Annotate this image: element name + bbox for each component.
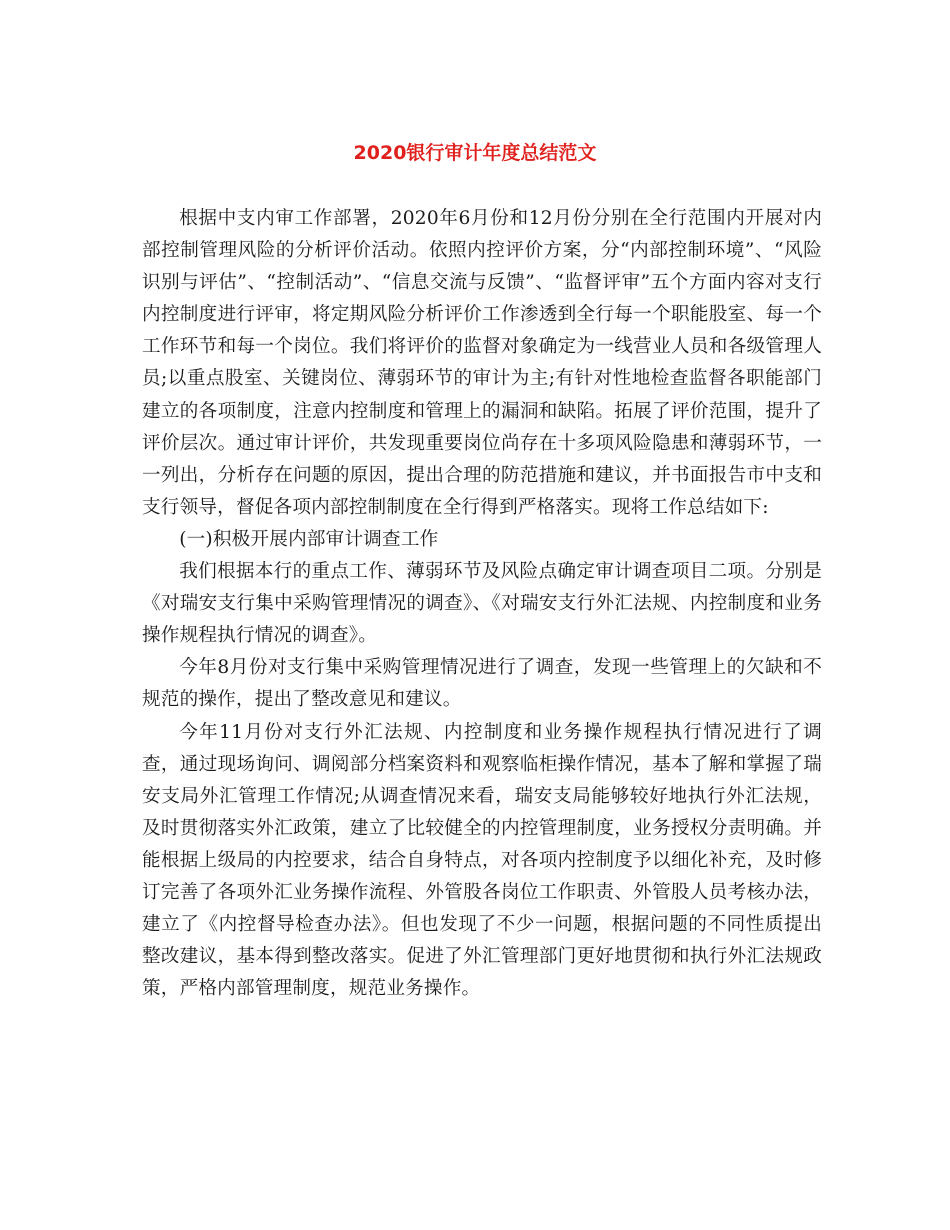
audit-projects-paragraph: 我们根据本行的重点工作、薄弱环节及风险点确定审计调查项目二项。分别是《对瑞安支行集中采购管理情况的调查》、《对瑞安支行外汇法规、内控制度和业务操作规程执行情况的调查》。 (142, 561, 822, 647)
procurement-paragraph: 今年8月份对支行集中采购管理情况进行了调查，发现一些管理上的欠缺和不规范的操作，提出了整改意见和建议。 (142, 657, 822, 711)
intro-paragraph: 根据中支内审工作部署，2020年6月份和12月份分别在全行范围内开展对内部控制管理风险的分析评价活动。依照内控评价方案，分“内部控制环境”、“风险识别与评估”、“控制活动”、“信息交流与反馈”、“监督评审”五个方面内容对支行内控制度进行评审，将定期风险分析评价工作渗透到全行每一个职能股室、每一个工作环节和每一个岗位。我们将评价的监督对象确定为一线营业人员和各级管理人员;以重点股室、关键岗位、薄弱环节的审计为主;有针对性地检查监督各职能部门建立的各项制度，注意内控制度和管理上的漏洞和缺陷。拓展了评价范围，提升了评价层次。通过审计评价，共发现重要岗位尚存在十多项风险隐患和薄弱环节，一一列出，分析存在问题的原因，提出合理的防范措施和建议，并书面报告市中支和支行领导，督促各项内部控制制度在全行得到严格落实。现将工作总结如下: (142, 208, 822, 518)
document-title: 2020银行审计年度总结范文 (353, 142, 597, 164)
document-body (142, 203, 822, 1005)
section-heading: (一)积极开展内部审计调查工作 (179, 528, 439, 550)
forex-paragraph: 今年11月份对支行外汇法规、内控制度和业务操作规程执行情况进行了调查，通过现场询问、调阅部分档案资料和观察临柜操作情况，基本了解和掌握了瑞安支局外汇管理工作情况;从调查情况来看，瑞安支局能够较好地执行外汇法规，及时贯彻落实外汇政策，建立了比较健全的内控管理制度，业务授权分责明确。并能根据上级局的内控要求，结合自身特点，对各项内控制度予以细化补充，及时修订完善了各项外汇业务操作流程、外管股各岗位工作职责、外管股人员考核办法，建立了《内控督导检查办法》。但也发现了不少一问题，根据问题的不同性质提出整改建议，基本得到整改落实。促进了外汇管理部门更好地贯彻和执行外汇法规政策，严格内部管理制度，规范业务操作。 (142, 721, 822, 1000)
